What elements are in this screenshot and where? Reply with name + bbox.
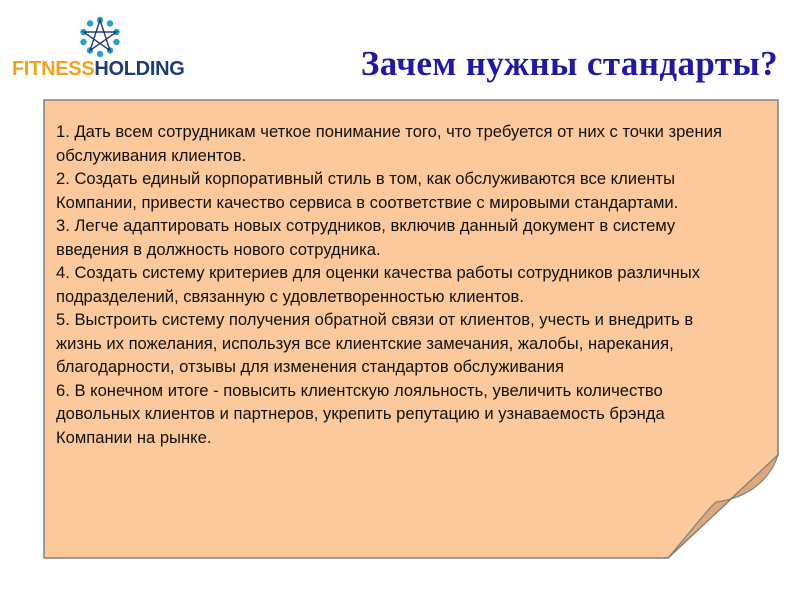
list-item: 4. Создать систему критериев для оценки качества работы сотрудников различных подразделений, связанную с удовлетворенностью клиентов. bbox=[56, 263, 701, 306]
list-item: 1. Дать всем сотрудникам четкое понимание того, что требуется от них с точки зрения обслуживания клиентов. bbox=[56, 122, 722, 165]
list-item: 6. В конечном итоге - повысить клиентскую лояльность, увеличить количество довольных клиентов и партнеров, укрепить репутацию и узнаваемость брэнда Компании на рынке. bbox=[56, 380, 665, 447]
logo-wordmark-part2: HOLDING bbox=[94, 58, 185, 80]
list-item: 3. Легче адаптировать новых сотрудников, включив данный документ в систему введения в должность нового сотрудника. bbox=[56, 216, 676, 259]
logo-wordmark-part1: FITNESS bbox=[12, 58, 95, 80]
list-item: 5. Выстроить систему получения обратной связи от клиентов, учесть и внедрить в жизнь их пожелания, используя все клиентские замечания, жалобы, нарекания, благодарности, отзывы для изменения стандартов обслуживания bbox=[56, 310, 694, 376]
list-item: 2. Создать единый корпоративный стиль в том, как обслуживаются все клиенты Компании, привести качество сервиса в соответствие с мировыми стандартами. bbox=[56, 169, 679, 212]
note-text bbox=[56, 120, 726, 449]
page-title: Зачем нужны стандарты? bbox=[360, 44, 778, 83]
